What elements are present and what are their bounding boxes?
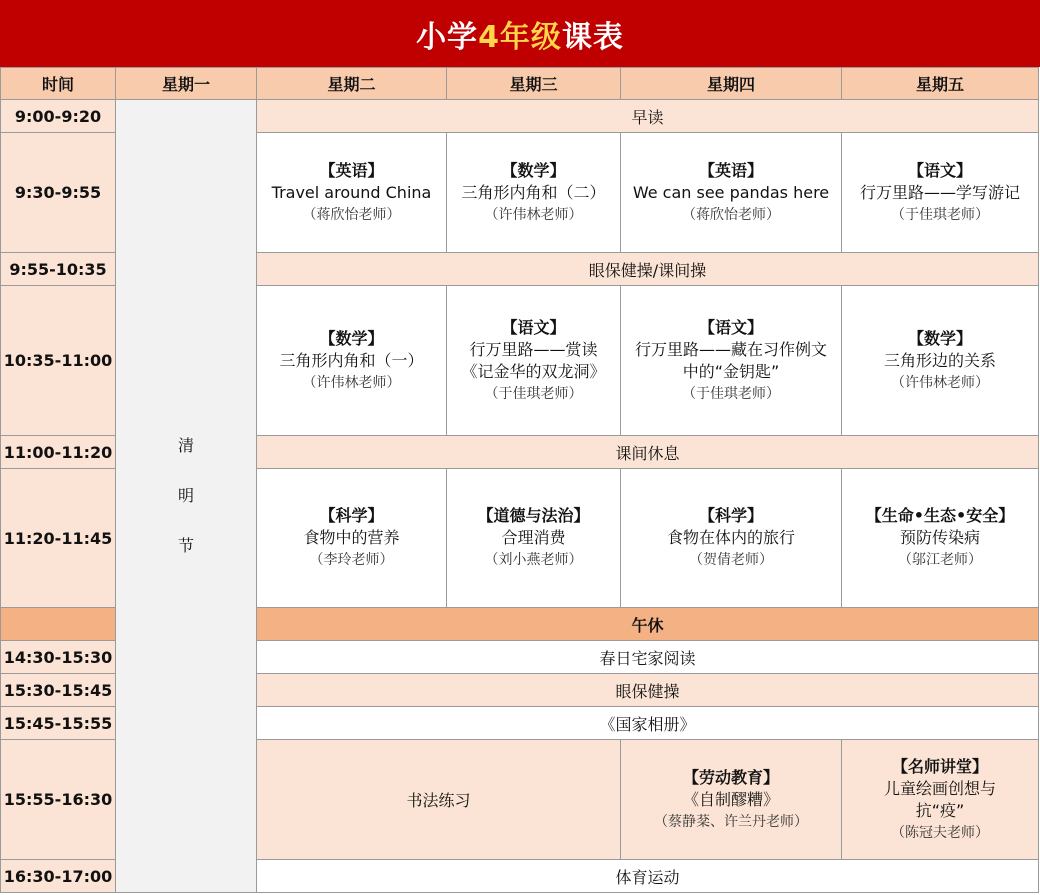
lesson-title-line2: 抗“疫” (915, 800, 965, 820)
title-part-schedule: 课表 (561, 19, 624, 55)
lesson-subject: 【语文】 (698, 317, 763, 337)
lesson-cell (257, 133, 447, 253)
lesson-teacher: （贺倩老师） (689, 552, 773, 568)
lesson-cell (842, 469, 1039, 608)
lesson-subject: 【数学】 (501, 160, 566, 180)
time-cell: 11:20-11:45 (1, 469, 116, 608)
header-thursday: 星期四 (621, 68, 842, 100)
lesson-title-line1: 行万里路——赏读 (469, 339, 598, 359)
lesson-title-line2: 中的“金钥匙” (682, 361, 780, 381)
lesson-subject: 【语文】 (501, 317, 566, 337)
lesson-subject: 【数学】 (319, 328, 384, 348)
lesson-subject: 【英语】 (319, 160, 384, 180)
time-cell: 9:30-9:55 (1, 133, 116, 253)
title-part-school: 小学 (416, 19, 479, 55)
lesson-title: 三角形内角和（一） (279, 350, 424, 370)
lesson-cell (447, 286, 621, 436)
band-cell: 早读 (257, 100, 1039, 133)
lesson-subject: 【名师讲堂】 (891, 756, 988, 776)
table-row (1, 100, 1039, 133)
lesson-title: 食物中的营养 (303, 528, 400, 547)
lesson-title: 食物在体内的旅行 (666, 528, 795, 547)
lesson-title: 行万里路——学写游记 (859, 182, 1020, 202)
lesson-teacher: （蒋欣怡老师） (682, 206, 780, 223)
lesson-title-line1: 行万里路——藏在习作例文 (634, 339, 827, 359)
monday-holiday-text: 清明节 (177, 436, 194, 555)
time-cell (1, 608, 116, 641)
lesson-teacher: （刘小燕老师） (484, 552, 583, 568)
header-monday: 星期一 (116, 68, 257, 100)
band-cell: 课间休息 (257, 436, 1039, 469)
time-cell: 11:00-11:20 (1, 436, 116, 469)
page-title (0, 0, 1040, 67)
band-cell-lunch: 午休 (257, 608, 1039, 641)
lesson-title-line2: 《记金华的双龙洞》 (461, 361, 606, 381)
lesson-teacher: （于佳琪老师） (891, 206, 989, 223)
band-cell: 春日宅家阅读 (257, 641, 1039, 674)
band-cell: 眼保健操 (257, 674, 1039, 707)
lesson-subject: 【科学】 (698, 506, 763, 525)
lesson-subject: 【语文】 (907, 160, 972, 180)
lesson-cell (621, 740, 842, 860)
time-cell: 9:55-10:35 (1, 253, 116, 286)
lesson-title: 三角形内角和（二） (461, 182, 606, 202)
lesson-teacher: （李玲老师） (309, 552, 394, 568)
lesson-cell (842, 286, 1039, 436)
lesson-subject: 【数学】 (907, 328, 972, 348)
lesson-cell (447, 469, 621, 608)
lesson-teacher: （许伟林老师） (302, 374, 401, 391)
lesson-teacher: （蔡静棻、许兰丹老师） (654, 813, 808, 830)
lesson-cell (842, 740, 1039, 860)
lesson-cell (447, 133, 621, 253)
lesson-teacher: （邬江老师） (898, 552, 982, 568)
lesson-title: We can see pandas here (632, 182, 830, 202)
lesson-teacher: （于佳琪老师） (484, 385, 583, 402)
lesson-teacher: （许伟林老师） (891, 374, 989, 391)
time-cell: 15:45-15:55 (1, 707, 116, 740)
lesson-teacher: （于佳琪老师） (682, 385, 780, 402)
header-tuesday: 星期二 (257, 68, 447, 100)
lesson-cell (257, 469, 447, 608)
time-cell: 14:30-15:30 (1, 641, 116, 674)
lesson-teacher: （许伟林老师） (484, 206, 583, 223)
header-time: 时间 (1, 68, 116, 100)
lesson-subject: 【英语】 (698, 160, 763, 180)
lesson-cell (621, 469, 842, 608)
band-cell: 《国家相册》 (257, 707, 1039, 740)
time-cell: 10:35-11:00 (1, 286, 116, 436)
time-cell: 15:30-15:45 (1, 674, 116, 707)
header-friday: 星期五 (842, 68, 1039, 100)
lesson-title: 预防传染病 (899, 528, 980, 547)
lesson-title: 合理消费 (501, 528, 566, 547)
time-cell: 9:00-9:20 (1, 100, 116, 133)
lesson-cell (842, 133, 1039, 253)
lesson-cell (621, 286, 842, 436)
lesson-title: Travel around China (271, 182, 432, 202)
lesson-title: 三角形边的关系 (883, 350, 996, 370)
lesson-title: 《自制醪糟》 (682, 789, 779, 809)
lesson-subject: 【道德与法治】 (477, 506, 590, 525)
lesson-subject: 【科学】 (319, 506, 384, 525)
band-cell: 眼保健操/课间操 (257, 253, 1039, 286)
band-cell: 体育运动 (257, 860, 1039, 893)
time-cell: 16:30-17:00 (1, 860, 116, 893)
lesson-cell (257, 286, 447, 436)
time-cell: 15:55-16:30 (1, 740, 116, 860)
lesson-teacher: （蒋欣怡老师） (302, 206, 401, 223)
lesson-subject: 【生命•生态•安全】 (865, 506, 1015, 525)
monday-holiday-cell (116, 100, 257, 893)
lesson-title-line1: 儿童绘画创想与 (883, 778, 996, 798)
timetable (0, 67, 1039, 893)
lesson-subject: 【劳动教育】 (682, 767, 779, 787)
lesson-teacher: （陈冠夫老师） (891, 824, 989, 841)
lesson-cell (621, 133, 842, 253)
title-part-grade: 4年级 (478, 19, 562, 55)
header-row (1, 68, 1039, 100)
header-wednesday: 星期三 (447, 68, 621, 100)
lesson-cell-calligraphy: 书法练习 (257, 740, 621, 860)
